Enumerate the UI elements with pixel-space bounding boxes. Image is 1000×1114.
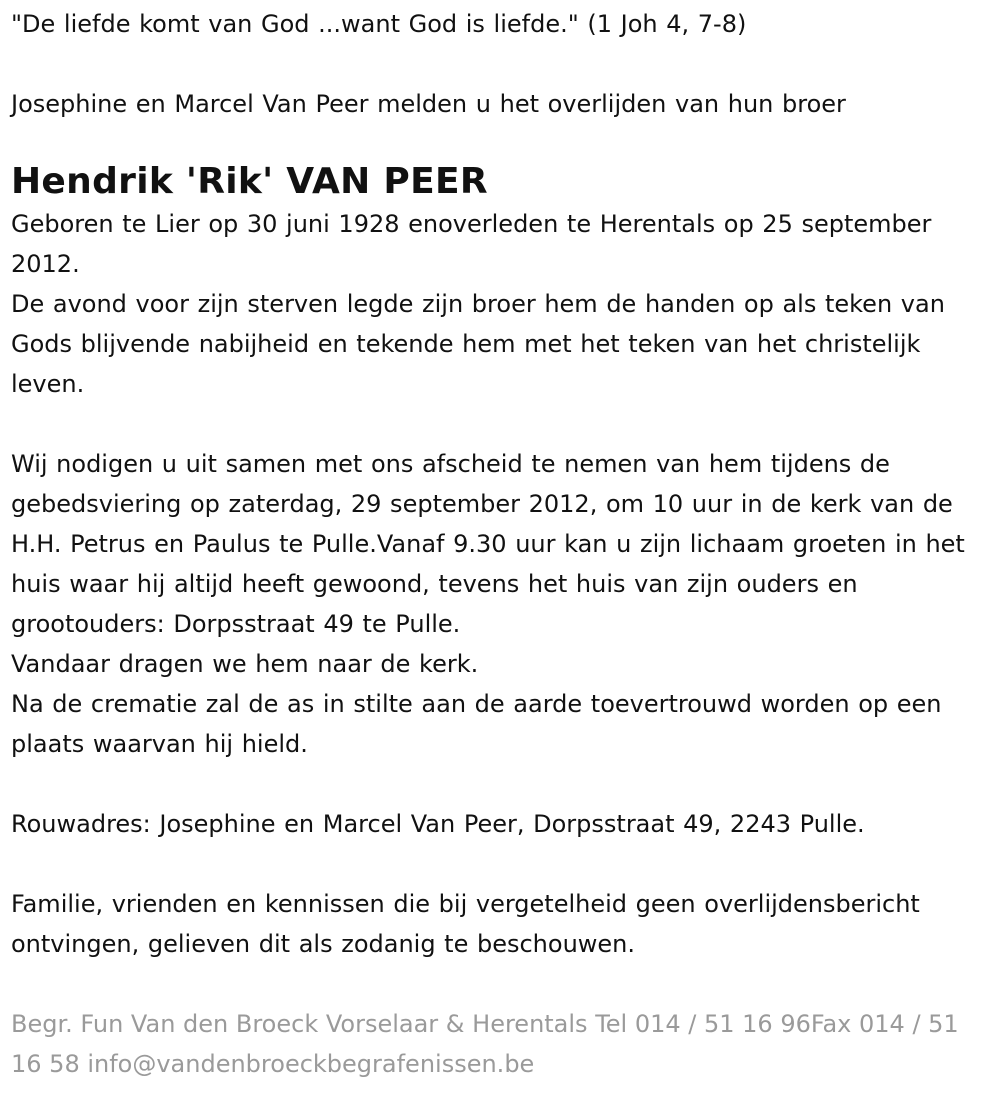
spacer [11,764,992,804]
mourning-address: Rouwadres: Josephine en Marcel Van Peer, Dorpsstraat 49, 2243 Pulle. [11,810,865,838]
funeral-home-contact: Begr. Fun Van den Broeck Vorselaar & Herentals Tel 014 / 51 16 96Fax 014 / 51 16 58 info@vandenbroeckbegrafenissen.be [11,1010,959,1078]
last-evening-text: De avond voor zijn sterven legde zijn broer hem de handen op als teken van Gods blijvende nabijheid en tekende hem met het teken van het christelijk leven. [11,290,945,398]
spacer [11,404,992,444]
announcement-text: Josephine en Marcel Van Peer melden u het overlijden van hun broer [11,90,846,118]
spacer [11,844,992,884]
spacer [11,964,992,1004]
procession-text: Vandaar dragen we hem naar de kerk. [11,650,479,678]
obituary-notice [0,4,1000,1114]
deceased-name: Hendrik 'Rik' VAN PEER [11,161,488,202]
cremation-text: Na de crematie zal de as in stilte aan de aarde toevertrouwd worden op een plaats waarvan hij hield. [11,690,942,758]
birth-death-text: Geboren te Lier op 30 juni 1928 enoverleden te Herentals op 25 september 2012. [11,210,932,278]
bible-quote: "De liefde komt van God ...want God is liefde." (1 Joh 4, 7-8) [11,10,747,38]
spacer [11,44,992,84]
spacer [11,124,992,156]
family-note: Familie, vrienden en kennissen die bij vergetelheid geen overlijdensbericht ontvingen, gelieven dit als zodanig te beschouwen. [11,890,920,958]
invitation-text: Wij nodigen u uit samen met ons afscheid te nemen van hem tijdens de gebedsviering op zaterdag, 29 september 2012, om 10 uur in de kerk van de H.H. Petrus en Paulus te Pulle.Vanaf 9.30 uur kan u zijn lichaam groeten in het huis waar hij altijd heeft gewoond, tevens het huis van zijn ouders en grootouders: Dorpsstraat 49 te Pulle. [11,450,965,638]
